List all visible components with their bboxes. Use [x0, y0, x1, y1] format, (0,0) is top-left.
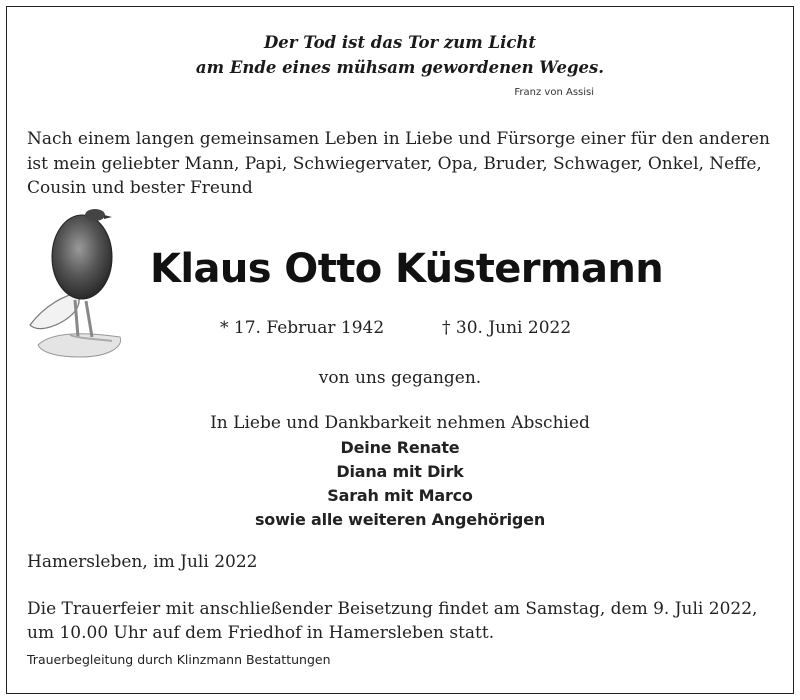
intro-text [27, 127, 770, 201]
farewell-intro: In Liebe und Dankbarkeit nehmen Abschied [210, 413, 590, 433]
passed-away-text: von uns gegangen. [318, 368, 482, 388]
birth-date: * 17. Februar 1942 [220, 318, 385, 338]
motto-line-2: am Ende eines mühsam gewordenen Weges. [195, 58, 605, 77]
mourner-line: Deine Renate [340, 438, 460, 457]
intro-line: Cousin und bester Freund [27, 178, 253, 198]
undertaker-credit: Trauerbegleitung durch Klinzmann Bestattungen [27, 652, 331, 667]
place-date: Hamersleben, im Juli 2022 [27, 552, 258, 572]
intro-line: Nach einem langen gemeinsamen Leben in Liebe und Fürsorge einer für den anderen [27, 129, 770, 149]
death-date: † 30. Juni 2022 [442, 318, 572, 338]
service-line-2: um 10.00 Uhr auf dem Friedhof in Hamersleben statt. [27, 623, 495, 643]
mourner-line: Diana mit Dirk [336, 462, 464, 481]
deceased-name: Klaus Otto Küstermann [150, 246, 664, 292]
service-line-1: Die Trauerfeier mit anschließender Beisetzung findet am Samstag, dem 9. Juli 2022, [27, 599, 758, 619]
mourner-line: sowie alle weiteren Angehörigen [254, 510, 546, 529]
pigeon-illustration [20, 205, 130, 365]
intro-line: ist mein geliebter Mann, Papi, Schwiegervater, Opa, Bruder, Schwager, Onkel, Neffe, [27, 153, 762, 174]
motto-line-1: Der Tod ist das Tor zum Licht [263, 33, 537, 52]
mourner-line: Sarah mit Marco [327, 486, 473, 505]
motto-author: Franz von Assisi [514, 87, 594, 98]
